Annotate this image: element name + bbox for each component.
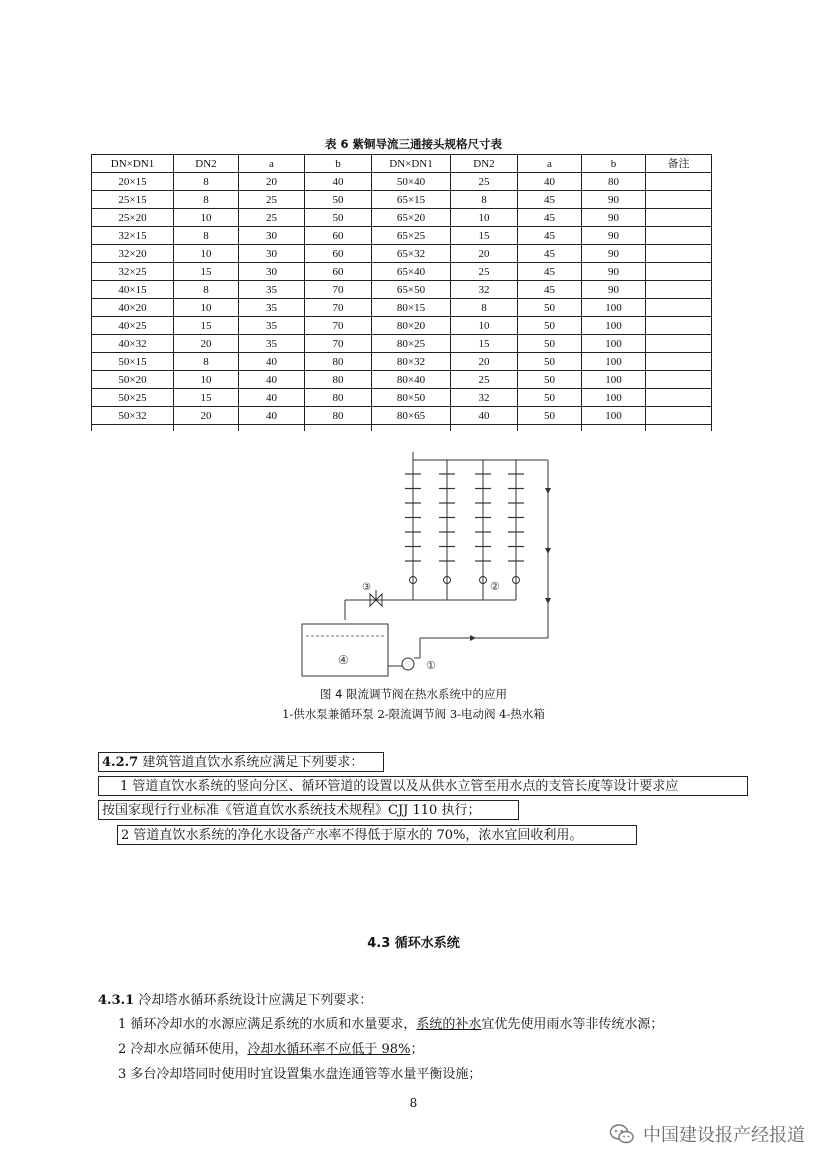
riser-valves [410, 577, 520, 584]
table-cell: 40 [305, 173, 372, 191]
table-cell: 45 [518, 227, 582, 245]
pump-symbol [402, 658, 414, 670]
table-cell: 80×20 [372, 317, 451, 335]
table-row [92, 173, 712, 191]
table-cell: 20×15 [92, 173, 174, 191]
table-cell: 50×32 [92, 407, 174, 425]
table-cell: 100 [582, 353, 646, 371]
table-cell [646, 353, 712, 371]
table-cell: 45 [518, 245, 582, 263]
table-cell [646, 263, 712, 281]
table-cell: 100 [582, 389, 646, 407]
table-cell [646, 371, 712, 389]
table-header-cell: b [582, 155, 646, 173]
table-cell: 15 [451, 335, 518, 353]
spec-table [91, 154, 712, 431]
figure-legend: 1-供水泵兼循环泵 2-限流调节阀 3-电动阀 4-热水箱 [282, 707, 545, 721]
table-cell: 90 [582, 209, 646, 227]
table-cell: 80×15 [372, 299, 451, 317]
table-cell: 65×40 [372, 263, 451, 281]
hot-water-tank [302, 624, 388, 676]
table-cell [174, 425, 239, 432]
label-pump: ① [426, 659, 436, 672]
table-cell: 30 [239, 245, 305, 263]
table-cell: 90 [582, 281, 646, 299]
table-cell: 10 [174, 371, 239, 389]
table-cell [646, 425, 712, 432]
table-cell: 15 [174, 317, 239, 335]
table-row [92, 335, 712, 353]
table-cell: 35 [239, 335, 305, 353]
table-header-row [92, 155, 712, 173]
table-cell [646, 227, 712, 245]
table-cell: 10 [451, 209, 518, 227]
table-row [92, 263, 712, 281]
table-cell [646, 173, 712, 191]
table-cell: 90 [582, 191, 646, 209]
table-cell [646, 299, 712, 317]
table-cell: 60 [305, 227, 372, 245]
table-row [92, 245, 712, 263]
table-cell: 70 [305, 317, 372, 335]
table-cell: 80 [305, 371, 372, 389]
clause-427-item1-line2: 按国家现行行业标准《管道直饮水系统技术规程》CJJ 110 执行； [98, 800, 519, 820]
table-cell [305, 425, 372, 432]
table-cell: 8 [451, 191, 518, 209]
table-cell: 40 [239, 371, 305, 389]
table-cell: 32 [451, 281, 518, 299]
table-cell: 50×20 [92, 371, 174, 389]
table-cell: 15 [174, 263, 239, 281]
motor-valve-symbol [370, 590, 382, 606]
table-cell: 32 [451, 389, 518, 407]
table-cell: 100 [582, 335, 646, 353]
watermark-text: 中国建设报产经报道 [643, 1125, 805, 1146]
table-cell [518, 425, 582, 432]
table-cell [646, 245, 712, 263]
table-cell: 65×50 [372, 281, 451, 299]
table-cell: 80×50 [372, 389, 451, 407]
table-cell: 80 [305, 407, 372, 425]
table-continuation-row [92, 425, 712, 432]
table-cell: 45 [518, 263, 582, 281]
table-cell: 50×15 [92, 353, 174, 371]
section-title: 4.3 循环水系统 [367, 936, 460, 951]
table-cell: 8 [174, 173, 239, 191]
hot-water-system-diagram [290, 448, 570, 678]
table-cell: 40 [518, 173, 582, 191]
table-header-cell: DN×DN1 [372, 155, 451, 173]
table-cell: 25 [239, 191, 305, 209]
table-row [92, 281, 712, 299]
table-cell: 25×15 [92, 191, 174, 209]
table-cell: 45 [518, 209, 582, 227]
table-cell: 80×65 [372, 407, 451, 425]
table-cell: 40×15 [92, 281, 174, 299]
table-cell: 8 [174, 227, 239, 245]
table-cell: 80×25 [372, 335, 451, 353]
table-cell [582, 425, 646, 432]
clause-431-item1: 1 循环冷却水的水源应满足系统的水质和水量要求，系统的补水宜优先使用雨水等非传统水源； [118, 1017, 664, 1032]
table-cell: 90 [582, 263, 646, 281]
table-cell: 50×40 [372, 173, 451, 191]
table-cell: 40 [239, 389, 305, 407]
table-cell: 32×15 [92, 227, 174, 245]
table-cell: 35 [239, 299, 305, 317]
table-cell: 25 [451, 263, 518, 281]
table-cell: 10 [174, 299, 239, 317]
table-cell: 20 [239, 173, 305, 191]
table-cell [372, 425, 451, 432]
table-title: 表 6 紫铜导流三通接头规格尺寸表 [324, 137, 502, 151]
table-cell: 50 [305, 209, 372, 227]
table-row [92, 389, 712, 407]
table-cell: 15 [451, 227, 518, 245]
table-cell: 65×32 [372, 245, 451, 263]
flow-arrows [470, 488, 551, 641]
table-cell: 100 [582, 407, 646, 425]
table-cell: 40×20 [92, 299, 174, 317]
table-cell [451, 425, 518, 432]
table-cell: 40 [451, 407, 518, 425]
clause-427-item2: 2 管道直饮水系统的净化水设备产水率不得低于原水的 70%，浓水宜回收利用。 [117, 825, 637, 845]
table-cell: 80 [305, 389, 372, 407]
table-cell: 10 [451, 317, 518, 335]
table-row [92, 353, 712, 371]
table-cell: 50 [518, 371, 582, 389]
clause-431-item3: 3 多台冷却塔同时使用时宜设置集水盘连通管等水量平衡设施； [118, 1067, 482, 1082]
table-cell: 80 [305, 353, 372, 371]
table-cell: 25×20 [92, 209, 174, 227]
table-cell: 100 [582, 317, 646, 335]
table-cell: 80×40 [372, 371, 451, 389]
table-cell: 35 [239, 281, 305, 299]
clause-427-item1-line1: 1 管道直饮水系统的竖向分区、循环管道的设置以及从供水立管至用水点的支管长度等设计要求应 [98, 776, 748, 796]
table-cell: 30 [239, 227, 305, 245]
table-cell [646, 335, 712, 353]
table-cell: 60 [305, 245, 372, 263]
table-cell: 20 [451, 245, 518, 263]
table-cell: 8 [451, 299, 518, 317]
table-cell: 50×25 [92, 389, 174, 407]
table-cell: 65×25 [372, 227, 451, 245]
label-tank: ④ [338, 653, 349, 667]
table-cell: 8 [174, 353, 239, 371]
table-cell: 10 [174, 209, 239, 227]
table-cell: 40 [239, 353, 305, 371]
table-cell: 60 [305, 263, 372, 281]
table-cell: 50 [518, 317, 582, 335]
table-cell [239, 425, 305, 432]
table-header-cell: DN2 [451, 155, 518, 173]
table-cell: 15 [174, 389, 239, 407]
table-cell: 80×32 [372, 353, 451, 371]
table-cell [646, 281, 712, 299]
table-cell [646, 389, 712, 407]
table-cell: 40×32 [92, 335, 174, 353]
table-cell: 70 [305, 335, 372, 353]
risers [413, 452, 516, 588]
table-header-cell: DN2 [174, 155, 239, 173]
table-cell: 50 [518, 299, 582, 317]
table-cell: 8 [174, 191, 239, 209]
table-header-cell: 备注 [646, 155, 712, 173]
page-number: 8 [409, 1096, 418, 1110]
table-cell: 80 [582, 173, 646, 191]
clause-427-heading: 4.2.7 建筑管道直饮水系统应满足下列要求： [98, 752, 384, 772]
fixture-branches [405, 474, 524, 561]
table-header-cell: a [518, 155, 582, 173]
table-cell: 35 [239, 317, 305, 335]
table-cell: 20 [174, 407, 239, 425]
watermark [609, 1121, 805, 1147]
table-cell: 32×25 [92, 263, 174, 281]
table-row [92, 209, 712, 227]
table-cell: 40 [239, 407, 305, 425]
table-cell: 90 [582, 227, 646, 245]
table-row [92, 191, 712, 209]
table-cell: 30 [239, 263, 305, 281]
wechat-icon [609, 1123, 635, 1145]
label-motor-valve: ③ [362, 582, 371, 593]
table-cell: 20 [174, 335, 239, 353]
table-cell: 50 [518, 353, 582, 371]
table-header-cell: b [305, 155, 372, 173]
table-cell: 70 [305, 281, 372, 299]
table-cell: 40×25 [92, 317, 174, 335]
table-cell [646, 407, 712, 425]
clause-431-item2: 2 冷却水应循环使用，冷却水循环率不应低于 98%； [118, 1042, 424, 1057]
table-row [92, 299, 712, 317]
table-cell: 65×15 [372, 191, 451, 209]
table-cell: 65×20 [372, 209, 451, 227]
table-cell: 50 [518, 389, 582, 407]
table-row [92, 227, 712, 245]
table-cell: 25 [451, 371, 518, 389]
table-cell: 25 [451, 173, 518, 191]
table-row [92, 317, 712, 335]
table-row [92, 407, 712, 425]
table-header-cell: a [239, 155, 305, 173]
table-cell: 20 [451, 353, 518, 371]
table-cell: 45 [518, 191, 582, 209]
label-regulating-valve: ② [490, 580, 500, 593]
table-row [92, 371, 712, 389]
table-cell: 10 [174, 245, 239, 263]
clause-431-heading: 4.3.1 冷却塔水循环系统设计应满足下列要求： [98, 993, 373, 1008]
table-cell: 45 [518, 281, 582, 299]
table-cell: 50 [305, 191, 372, 209]
table-cell: 50 [518, 335, 582, 353]
table-cell [646, 209, 712, 227]
table-cell: 100 [582, 371, 646, 389]
table-cell [646, 317, 712, 335]
table-cell: 8 [174, 281, 239, 299]
table-cell: 90 [582, 245, 646, 263]
table-cell: 25 [239, 209, 305, 227]
table-cell [646, 191, 712, 209]
table-header-cell: DN×DN1 [92, 155, 174, 173]
figure-caption: 图 4 限流调节阀在热水系统中的应用 [319, 687, 508, 701]
table-cell: 32×20 [92, 245, 174, 263]
table-cell: 50 [518, 407, 582, 425]
table-cell: 70 [305, 299, 372, 317]
table-cell [92, 425, 174, 432]
table-cell: 100 [582, 299, 646, 317]
